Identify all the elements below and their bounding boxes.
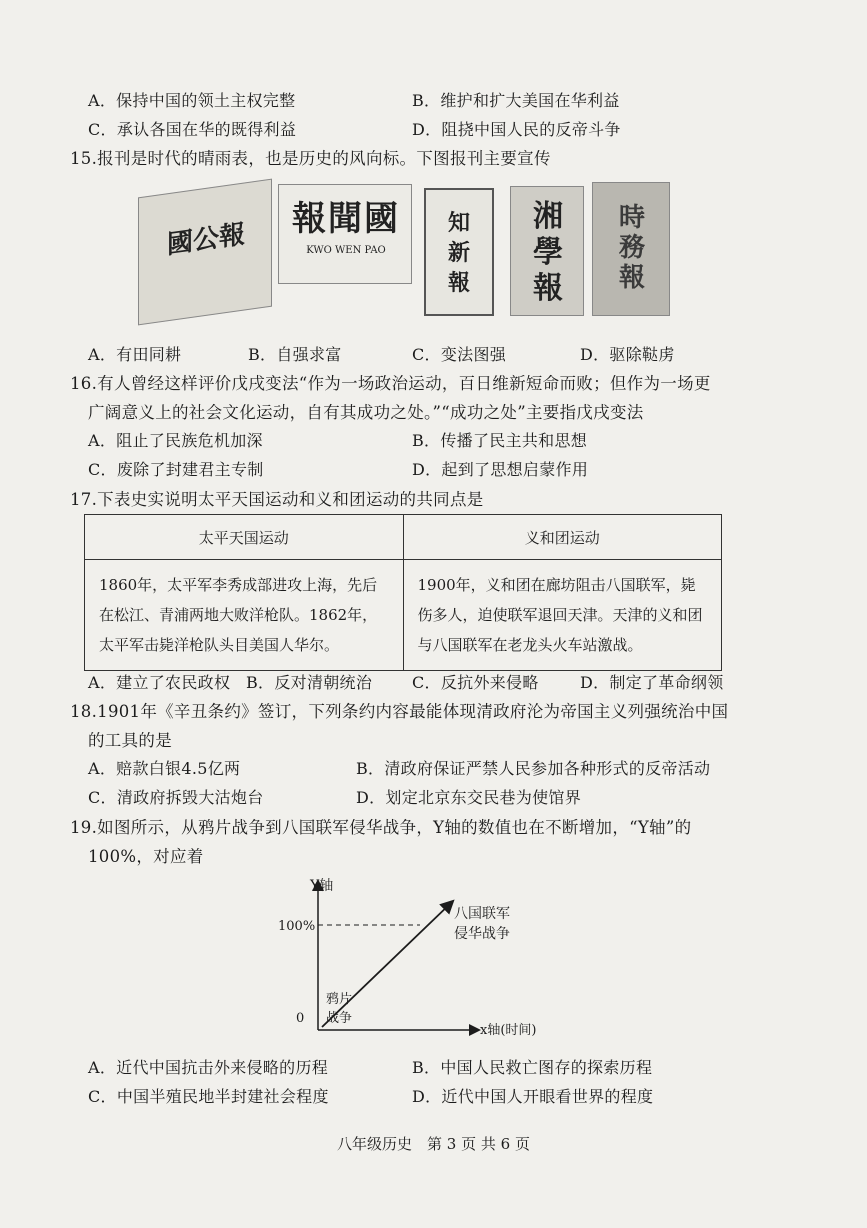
history-table — [84, 514, 722, 671]
start-label-line1: 鸦片 — [326, 992, 353, 1007]
table-header-yihetuan: 义和团运动 — [403, 515, 722, 560]
newspaper-zhixin: 知新報 — [424, 188, 494, 316]
q16-option-a: A．阻止了民族危机加深 — [88, 431, 263, 450]
q16-stem-line1: 16.有人曾经这样评价戊戌变法“作为一场政治运动，百日维新短命而败；但作为一场更 — [70, 374, 711, 393]
q18-option-c: C．清政府拆毁大沽炮台 — [88, 788, 264, 807]
table-cell-taiping: 1860年，太平军李秀成部进攻上海，先后在松江、青浦两地大败洋枪队。1862年，太平军击毙洋枪队头目美国人华尔。 — [85, 560, 404, 671]
q19-option-c: C．中国半殖民地半封建社会程度 — [88, 1087, 329, 1106]
q14-option-d: D．阻挠中国人民的反帝斗争 — [412, 120, 621, 139]
q16-stem-line2: 广阔意义上的社会文化运动，自有其成功之处。”“成功之处”主要指戊戌变法 — [88, 403, 644, 422]
q17-stem: 17.下表史实说明太平天国运动和义和团运动的共同点是 — [70, 490, 484, 509]
end-label-line2: 侵华战争 — [454, 926, 510, 942]
q17-option-a: A．建立了农民政权 — [88, 673, 231, 692]
start-label-line2: 战争 — [326, 1011, 353, 1026]
q14-option-a: A．保持中国的领土主权完整 — [88, 91, 296, 110]
q19-option-a: A．近代中国抗击外来侵略的历程 — [88, 1058, 329, 1077]
q16-option-b: B．传播了民主共和思想 — [412, 431, 588, 450]
q18-stem-line2: 的工具的是 — [88, 731, 172, 750]
newspaper-guowen: 報聞國 KWO WEN PAO — [278, 184, 412, 284]
q17-option-d: D．制定了革命纲领 — [580, 673, 724, 692]
q19-option-b: B．中国人民救亡图存的探索历程 — [412, 1058, 653, 1077]
q18-option-a: A．赔款白银4.5亿两 — [88, 759, 241, 778]
page-footer: 八年级历史 第 3 页 共 6 页 — [337, 1135, 530, 1153]
end-label-line1: 八国联军 — [454, 906, 510, 922]
y-axis-chart — [270, 870, 560, 1045]
newspaper-images — [138, 178, 670, 320]
x-axis-label: x轴(时间) — [480, 1023, 537, 1038]
newspaper-xiangxue: 湘學報 — [510, 186, 584, 316]
q18-stem-line1: 18.1901年《辛丑条约》签订，下列条约内容最能体现清政府沦为帝国主义列强统治中国 — [70, 702, 729, 721]
q18-option-b: B．清政府保证严禁人民参加各种形式的反帝活动 — [356, 759, 711, 778]
newspaper-wanguo: 國公報 — [138, 179, 272, 326]
q16-option-d: D．起到了思想启蒙作用 — [412, 460, 589, 479]
y-axis-label: Y轴 — [310, 878, 334, 894]
q17-option-b: B．反对清朝统治 — [246, 673, 373, 692]
q18-option-d: D．划定北京东交民巷为使馆界 — [356, 788, 582, 807]
trend-line — [322, 902, 452, 1027]
table-header-taiping: 太平天国运动 — [85, 515, 404, 560]
q19-option-d: D．近代中国人开眼看世界的程度 — [412, 1087, 654, 1106]
q15-option-d: D．驱除鞑虏 — [580, 345, 675, 364]
q17-option-c: C．反抗外来侵略 — [412, 673, 539, 692]
origin-label: 0 — [296, 1011, 305, 1026]
q16-option-c: C．废除了封建君主专制 — [88, 460, 264, 479]
q19-stem-line1: 19.如图所示，从鸦片战争到八国联军侵华战争，Y轴的数值也在不断增加，“Y轴”的 — [70, 818, 692, 837]
q15-stem: 15.报刊是时代的晴雨表，也是历史的风向标。下图报刊主要宣传 — [70, 149, 551, 168]
q15-option-a: A．有田同耕 — [88, 345, 182, 364]
q19-stem-line2: 100%，对应着 — [88, 847, 204, 866]
y-tick-100: 100% — [278, 919, 316, 934]
q15-option-c: C．变法图强 — [412, 345, 507, 364]
q15-option-b: B．自强求富 — [248, 345, 342, 364]
q14-option-c: C．承认各国在华的既得利益 — [88, 120, 297, 139]
newspaper-shiwu: 時務報 — [592, 182, 670, 316]
q14-option-b: B．维护和扩大美国在华利益 — [412, 91, 620, 110]
table-cell-yihetuan: 1900年，义和团在廊坊阻击八国联军，毙伤多人，迫使联军退回天津。天津的义和团与八国联军在老龙头火车站激战。 — [403, 560, 722, 671]
